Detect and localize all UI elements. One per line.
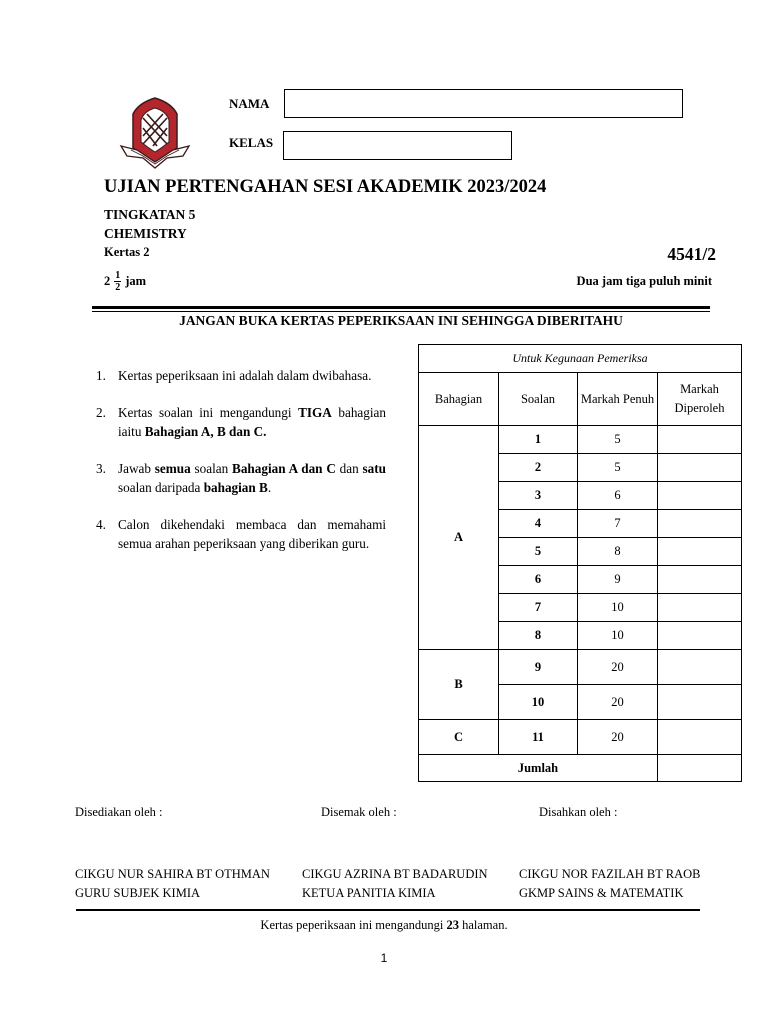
- question-cell: 4: [499, 510, 578, 538]
- instruction-text: [118, 515, 386, 553]
- duration-unit: jam: [125, 274, 147, 288]
- instruction-text-part: Kertas soalan ini mengandungi: [118, 405, 299, 420]
- obtained-mark-cell[interactable]: [658, 594, 742, 622]
- duration-numerator: 1: [115, 270, 121, 281]
- obtained-mark-cell[interactable]: [658, 622, 742, 650]
- signatory-name: CIKGU AZRINA BT BADARUDIN: [302, 867, 488, 881]
- instruction-text-part: semua: [154, 461, 191, 476]
- section-cell: B: [419, 650, 499, 720]
- obtained-mark-cell[interactable]: [658, 685, 742, 720]
- exam-paper: Kertas 2: [104, 245, 150, 259]
- full-mark-cell: 5: [578, 426, 658, 454]
- name-label: NAMA: [229, 96, 270, 111]
- total-value-cell[interactable]: [658, 755, 742, 782]
- table-header-cell: Soalan: [499, 373, 578, 426]
- section-cell: C: [419, 720, 499, 755]
- instruction-item: [96, 403, 386, 441]
- signatory-title: KETUA PANITIA KIMIA: [302, 886, 436, 900]
- full-mark-cell: 20: [578, 685, 658, 720]
- full-mark-cell: 9: [578, 566, 658, 594]
- table-header-row: [419, 373, 742, 426]
- duration-words: Dua jam tiga puluh minit: [576, 274, 712, 288]
- instruction-text-part: Kertas peperiksaan ini adalah dalam dwibahasa.: [118, 368, 372, 383]
- signatory: [302, 865, 488, 903]
- instruction-text-part: bahagian B: [203, 480, 268, 495]
- full-mark-cell: 8: [578, 538, 658, 566]
- instruction-number: 2.: [96, 405, 106, 420]
- header-rule-thick: [92, 306, 710, 309]
- warning-text: JANGAN BUKA KERTAS PEPERIKSAAN INI SEHINGGA DIBERITAHU: [179, 313, 623, 328]
- duration-denominator: 2: [115, 282, 121, 293]
- question-cell: 10: [499, 685, 578, 720]
- name-field[interactable]: [284, 89, 683, 118]
- full-mark-cell: 10: [578, 622, 658, 650]
- instruction-number: 1.: [96, 368, 106, 383]
- instruction-text-part: dan: [335, 461, 363, 476]
- obtained-mark-cell[interactable]: [658, 720, 742, 755]
- question-cell: 11: [499, 720, 578, 755]
- obtained-mark-cell[interactable]: [658, 426, 742, 454]
- instruction-item: [96, 366, 386, 385]
- question-cell: 1: [499, 426, 578, 454]
- instruction-item: [96, 515, 386, 553]
- full-mark-cell: 5: [578, 454, 658, 482]
- exam-code: 4541/2: [667, 244, 716, 264]
- instruction-text-part: .: [267, 480, 272, 495]
- page-count-prefix: Kertas peperiksaan ini mengandungi: [260, 918, 447, 932]
- table-row: [419, 650, 742, 685]
- instruction-text-part: Jawab: [118, 461, 155, 476]
- signatory-name: CIKGU NOR FAZILAH BT RAOB: [519, 867, 701, 881]
- signatory-name: CIKGU NUR SAHIRA BT OTHMAN: [75, 867, 270, 881]
- class-label: KELAS: [229, 135, 274, 150]
- table-caption: Untuk Kegunaan Pemeriksa: [419, 345, 742, 373]
- examiner-score-table: [418, 344, 742, 782]
- table-total-row: [419, 755, 742, 782]
- instruction-text-part: soalan daripada: [118, 480, 204, 495]
- full-mark-cell: 20: [578, 650, 658, 685]
- instructions-list: [96, 366, 386, 571]
- exam-subject: CHEMISTRY: [104, 226, 187, 241]
- instruction-text: [118, 459, 386, 497]
- instruction-text-part: soalan: [190, 461, 233, 476]
- obtained-mark-cell[interactable]: [658, 650, 742, 685]
- signatory: [519, 865, 701, 903]
- signature-role: Disemak oleh :: [321, 805, 397, 819]
- signatory: [75, 865, 270, 903]
- footer-rule: [76, 909, 700, 911]
- obtained-mark-cell[interactable]: [658, 454, 742, 482]
- duration-fraction: [104, 270, 146, 293]
- question-cell: 6: [499, 566, 578, 594]
- question-cell: 9: [499, 650, 578, 685]
- full-mark-cell: 7: [578, 510, 658, 538]
- table-header-cell: Markah Penuh: [578, 373, 658, 426]
- page-number: 1: [380, 951, 388, 965]
- instruction-item: [96, 459, 386, 497]
- full-mark-cell: 20: [578, 720, 658, 755]
- signature-role: Disahkan oleh :: [539, 805, 618, 819]
- instruction-text: [118, 403, 386, 441]
- table-row: [419, 426, 742, 454]
- signature-role: Disediakan oleh :: [75, 805, 163, 819]
- obtained-mark-cell[interactable]: [658, 482, 742, 510]
- school-crest-logo: [117, 96, 193, 174]
- instruction-text-part: TIGA: [298, 405, 332, 420]
- obtained-mark-cell[interactable]: [658, 538, 742, 566]
- table-header-cell: Bahagian: [419, 373, 499, 426]
- obtained-mark-cell[interactable]: [658, 566, 742, 594]
- page-count-suffix: halaman.: [458, 918, 508, 932]
- obtained-mark-cell[interactable]: [658, 510, 742, 538]
- duration-whole: 2: [104, 274, 111, 288]
- question-cell: 2: [499, 454, 578, 482]
- class-field[interactable]: [283, 131, 512, 160]
- section-cell: A: [419, 426, 499, 650]
- total-label: Jumlah: [419, 755, 658, 782]
- table-caption-row: [419, 345, 742, 373]
- instruction-text: [118, 366, 386, 385]
- instruction-text-part: Bahagian A, B dan C.: [144, 424, 267, 439]
- question-cell: 5: [499, 538, 578, 566]
- instruction-number: 4.: [96, 517, 106, 532]
- header-rule-thin: [92, 311, 710, 312]
- instruction-number: 3.: [96, 461, 106, 476]
- signatory-title: GURU SUBJEK KIMIA: [75, 886, 201, 900]
- instruction-text-part: Bahagian A dan C: [232, 461, 336, 476]
- question-cell: 8: [499, 622, 578, 650]
- page-count-note: [0, 918, 768, 933]
- exam-title: UJIAN PERTENGAHAN SESI AKADEMIK 2023/2024: [104, 177, 547, 197]
- instruction-text-part: satu: [362, 461, 386, 476]
- table-row: [419, 720, 742, 755]
- page-count: 23: [446, 918, 459, 932]
- full-mark-cell: 6: [578, 482, 658, 510]
- question-cell: 3: [499, 482, 578, 510]
- signatory-title: GKMP SAINS & MATEMATIK: [519, 886, 684, 900]
- instruction-text-part: Calon dikehendaki membaca dan memahami semua arahan peperiksaan yang diberikan guru.: [118, 517, 386, 551]
- question-cell: 7: [499, 594, 578, 622]
- exam-level: TINGKATAN 5: [104, 207, 196, 222]
- full-mark-cell: 10: [578, 594, 658, 622]
- instruction-text-part: bahagian iaitu: [118, 405, 386, 439]
- table-header-cell: Markah Diperoleh: [658, 373, 742, 426]
